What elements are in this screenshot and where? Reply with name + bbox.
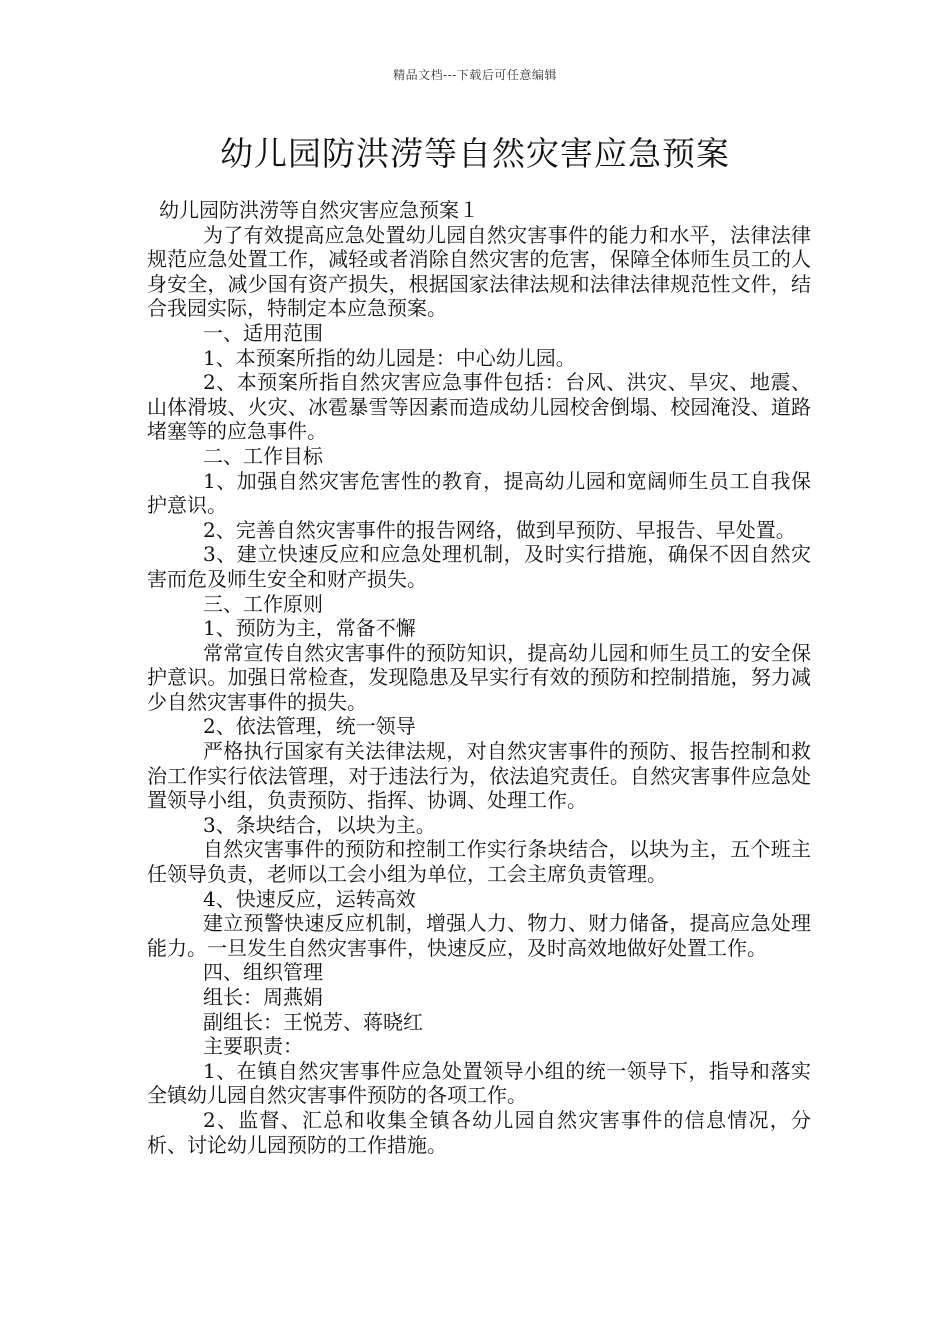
paragraph: 2、完善自然灾害事件的报告网络，做到早预防、早报告、早处置。: [203, 517, 796, 542]
paragraph: 2、本预案所指自然灾害应急事件包括：台风、洪灾、旱灾、地震、山体滑坡、火灾、冰雹暴雪等因素而造成幼儿园校舍倒塌、校园淹没、道路堵塞等的应急事件。: [147, 370, 811, 444]
paragraph: 4、快速反应，运转高效: [203, 886, 416, 911]
paragraph: 严格执行国家有关法律法规，对自然灾害事件的预防、报告控制和救治工作实行依法管理，对于违法行为，依法追究责任。自然灾害事件应急处置领导小组，负责预防、指挥、协调、处理工作。: [147, 739, 811, 813]
paragraph: 1、加强自然灾害危害性的教育，提高幼儿园和宽阔师生员工自我保护意识。: [147, 468, 811, 518]
page-header-note: 精品文档---下载后可任意编辑: [393, 68, 557, 82]
paragraph: 1、预防为主，常备不懈: [203, 616, 416, 641]
paragraph: 常常宣传自然灾害事件的预防知识，提高幼儿园和师生员工的安全保护意识。加强日常检查，发现隐患及早实行有效的预防和控制措施，努力减少自然灾害事件的损失。: [147, 640, 811, 714]
document-title: 幼儿园防洪涝等自然灾害应急预案: [220, 134, 730, 173]
paragraph: 副组长：王悦芳、蒋晓红: [203, 1009, 423, 1034]
paragraph: 自然灾害事件的预防和控制工作实行条块结合，以块为主，五个班主任领导负责，老师以工会小组为单位，工会主席负责管理。: [147, 837, 811, 887]
paragraph: 2、依法管理，统一领导: [203, 714, 416, 739]
paragraph: 1、在镇自然灾害事件应急处置领导小组的统一领导下，指导和落实全镇幼儿园自然灾害事件预防的各项工作。: [147, 1058, 811, 1108]
paragraph: 一、适用范围: [203, 320, 323, 345]
paragraph: 1、本预案所指的幼儿园是：中心幼儿园。: [203, 345, 576, 370]
paragraph: 3、建立快速反应和应急处理机制，及时实行措施，确保不因自然灾害而危及师生安全和财产损失。: [147, 542, 811, 591]
paragraph: 三、工作原则: [203, 591, 323, 616]
paragraph: 组长：周燕娟: [203, 985, 323, 1009]
paragraph: 二、工作目标: [203, 443, 323, 468]
paragraph: 幼儿园防洪涝等自然灾害应急预案１: [159, 198, 479, 222]
paragraph: 2、监督、汇总和收集全镇各幼儿园自然灾害事件的信息情况，分析、讨论幼儿园预防的工作措施。: [147, 1107, 811, 1157]
paragraph: 建立预警快速反应机制，增强人力、物力、财力储备，提高应急处理能力。一旦发生自然灾害事件，快速反应，及时高效地做好处置工作。: [147, 911, 811, 960]
paragraph: 四、组织管理: [203, 960, 323, 985]
paragraph: 主要职责：: [203, 1034, 303, 1059]
document-body: [147, 198, 811, 1157]
paragraph: 为了有效提高应急处置幼儿园自然灾害事件的能力和水平，法律法律规范应急处置工作，减轻或者消除自然灾害的危害，保障全体师生员工的人身安全，减少国有资产损失，根据国家法律法规和法律法律规范性文件，结合我园实际，特制定本应急预案。: [147, 222, 811, 321]
paragraph: 3、条块结合，以块为主。: [203, 812, 436, 837]
